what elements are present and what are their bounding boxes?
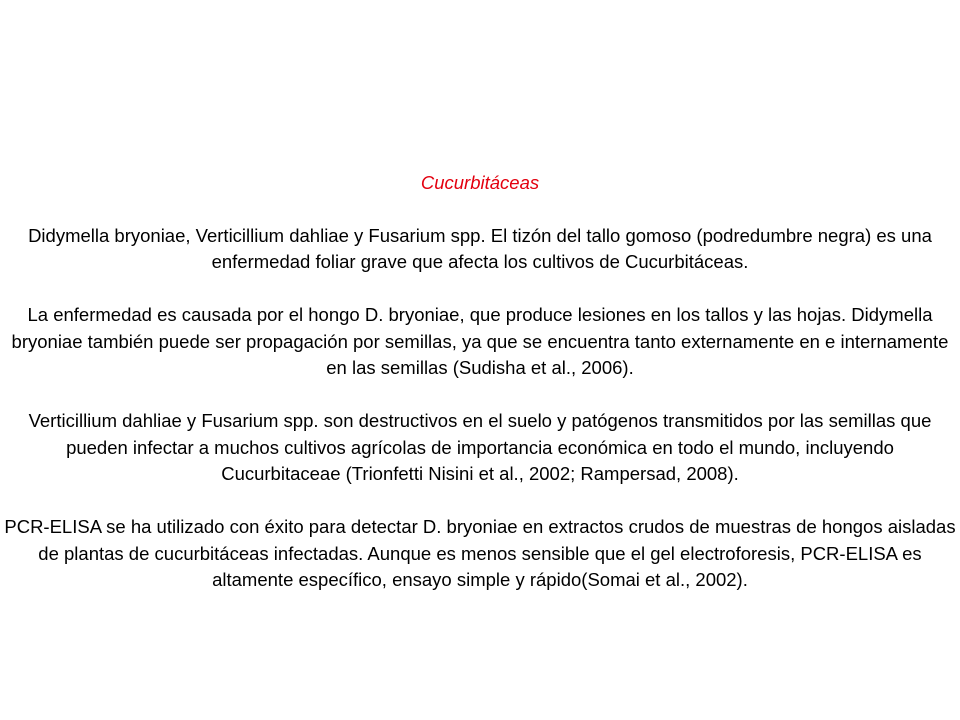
- slide-title: Cucurbitáceas: [420, 172, 540, 193]
- paragraph-pcr-elisa: PCR-ELISA se ha utilizado con éxito para detectar D. bryoniae en extractos crudos de muestras de hongos aisladas de plantas de cucurbitáceas infectadas. Aunque es menos sensible que el gel electroforesis, PCR-ELISA es altamente específico, ensayo simple y rápido(Somai et al., 2002).: [4, 516, 956, 590]
- paragraph-verticillium-fusarium: Verticillium dahliae y Fusarium spp. son destructivos en el suelo y patógenos transmitidos por las semillas que pueden infectar a muchos cultivos agrícolas de importancia económica en todo el mundo, incluyendo Cucurbitaceae (Trionfetti Nisini et al., 2002; Rampersad, 2008).: [28, 410, 932, 484]
- paragraph-disease-cause: La enfermedad es causada por el hongo D. bryoniae, que produce lesiones en los tallos y las hojas. Didymella bryoniae también puede ser propagación por semillas, ya que se encuentra tanto externamente en e internamente en las semillas (Sudisha et al., 2006).: [11, 304, 949, 378]
- slide-body: [4, 170, 956, 594]
- paragraph-didymella-intro: Didymella bryoniae, Verticillium dahliae y Fusarium spp. El tizón del tallo gomoso (podredumbre negra) es una enfermedad foliar grave que afecta los cultivos de Cucurbitáceas.: [28, 224, 932, 272]
